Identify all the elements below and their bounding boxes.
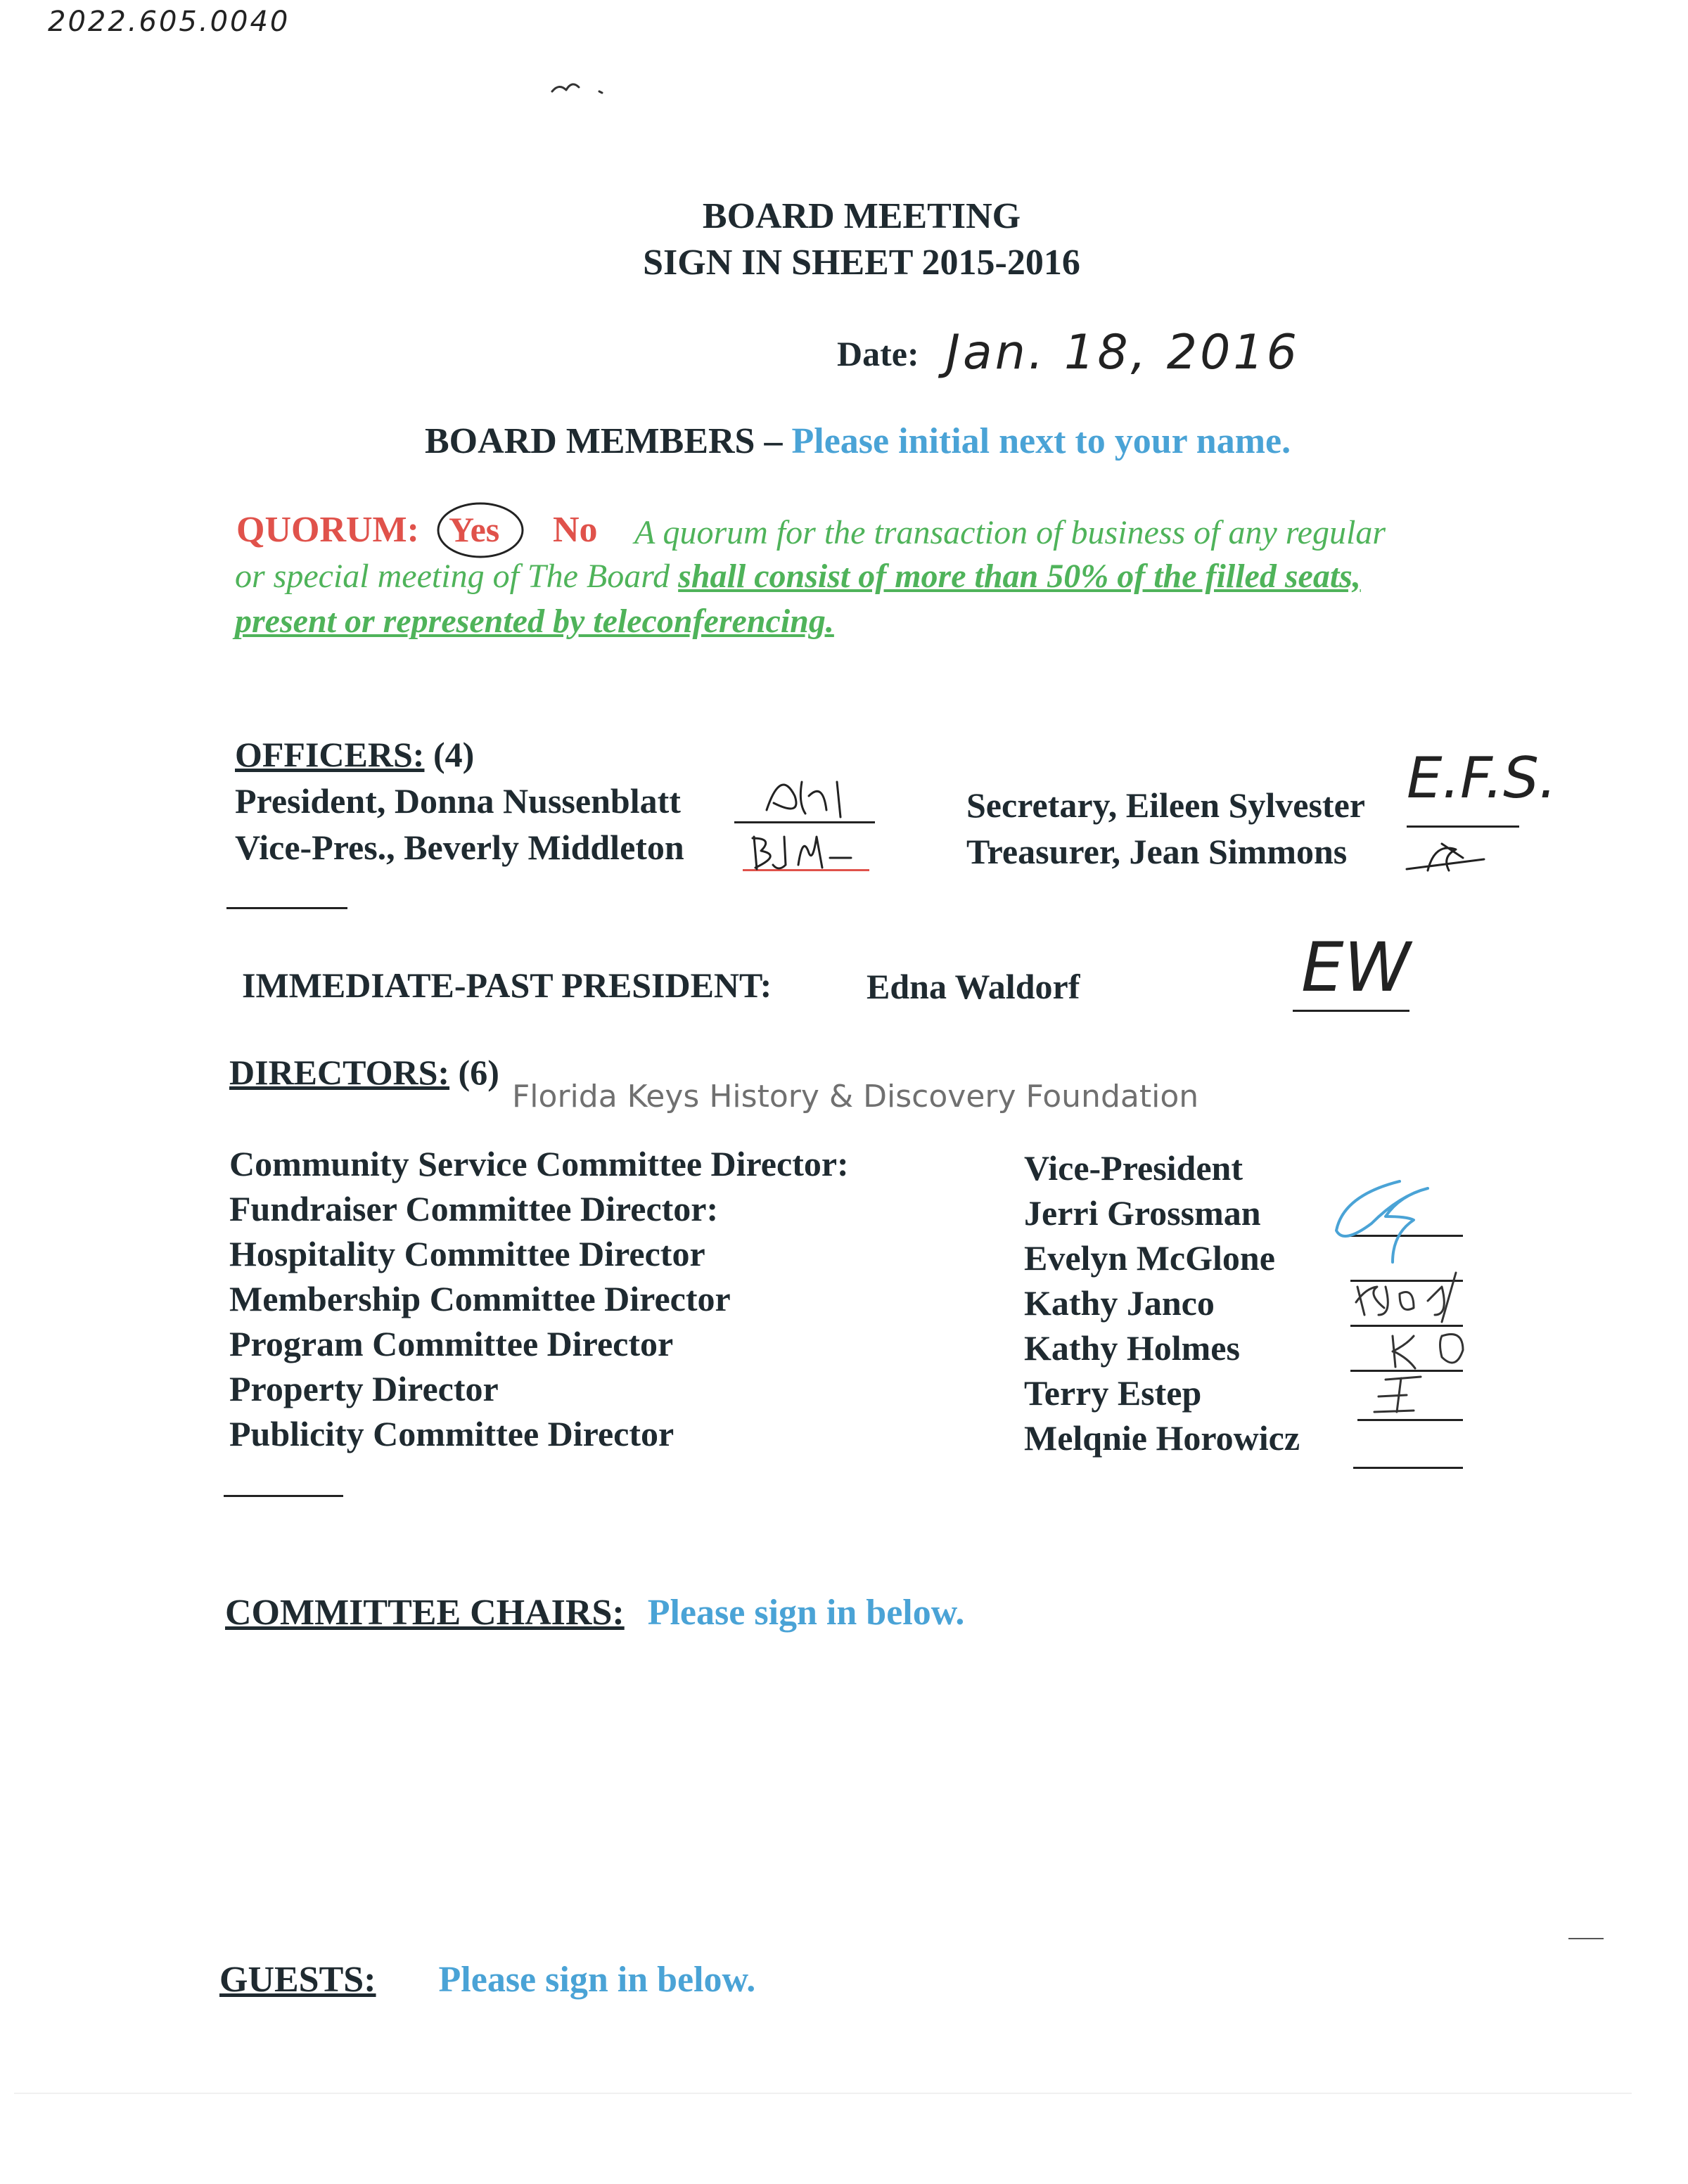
past-president-name: Edna Waldorf xyxy=(867,967,1080,1006)
accession-number: 2022.605.0040 xyxy=(48,6,290,38)
kathy-janco-initials xyxy=(1350,1266,1491,1329)
treasurer-initials xyxy=(1400,830,1498,879)
officers-count: (4) xyxy=(433,735,475,774)
officers-heading xyxy=(235,734,474,775)
board-members-label: BOARD MEMBERS – xyxy=(425,421,783,461)
director-role-1: Fundraiser Committee Director: xyxy=(229,1189,719,1228)
officers-heading-label: OFFICERS: xyxy=(235,735,425,774)
scan-mark xyxy=(1568,1938,1604,1939)
directors-count: (6) xyxy=(458,1053,499,1092)
quorum-text-line2-plain: or special meeting of The Board xyxy=(235,558,670,595)
jerri-grossman-initials xyxy=(1322,1167,1463,1280)
officer-vice-president: Vice-Pres., Beverly Middleton xyxy=(235,828,684,867)
directors-divider xyxy=(224,1495,343,1497)
officers-divider xyxy=(226,907,347,909)
kathy-holmes-initials xyxy=(1379,1322,1491,1378)
director-name-1: Jerri Grossman xyxy=(1024,1193,1261,1233)
vice-president-initials xyxy=(746,830,879,879)
quorum-text-line3: present or represented by teleconferencing. xyxy=(235,603,834,640)
director-name-4: Kathy Holmes xyxy=(1024,1328,1240,1368)
board-members-instruction: Please initial next to your name. xyxy=(791,421,1291,461)
director-role-2: Hospitality Committee Director xyxy=(229,1234,705,1273)
yes-circle xyxy=(435,501,526,561)
quorum-yes: Yes xyxy=(449,510,500,549)
date-label: Date: xyxy=(837,334,919,373)
stray-mark xyxy=(549,76,633,97)
past-president-initials: EW xyxy=(1301,928,1411,1007)
directors-heading-label: DIRECTORS: xyxy=(229,1053,450,1092)
quorum-text-line2-underlined: shall consist of more than 50% of the filled seats, xyxy=(678,558,1361,595)
terry-estep-initials xyxy=(1364,1371,1449,1420)
officer-secretary: Secretary, Eileen Sylvester xyxy=(966,785,1365,825)
watermark: Florida Keys History & Discovery Foundation xyxy=(512,1079,1199,1115)
director-role-0: Community Service Committee Director: xyxy=(229,1144,849,1183)
past-president-sign-line xyxy=(1293,1010,1409,1012)
guests-heading: GUESTS: xyxy=(219,1960,376,2000)
officer-treasurer: Treasurer, Jean Simmons xyxy=(966,832,1348,871)
director-role-6: Publicity Committee Director xyxy=(229,1414,674,1453)
page-subtitle: SIGN IN SHEET 2015-2016 xyxy=(643,243,1080,283)
scan-edge xyxy=(14,2093,1632,2094)
board-members-line xyxy=(425,420,1291,462)
quorum-text-line1: A quorum for the transaction of business of any regular xyxy=(634,514,1386,551)
date-value: Jan. 18, 2016 xyxy=(946,325,1300,380)
president-initials xyxy=(760,768,872,824)
committee-chairs-line xyxy=(225,1592,964,1633)
director-name-2: Evelyn McGlone xyxy=(1024,1238,1275,1278)
director-sign-line-6 xyxy=(1353,1467,1463,1469)
directors-heading xyxy=(229,1052,499,1093)
quorum-text-line2 xyxy=(235,557,1361,596)
quorum-no: No xyxy=(553,510,598,550)
guests-line xyxy=(219,1959,755,2000)
quorum-label: QUORUM: xyxy=(236,510,419,550)
director-name-5: Terry Estep xyxy=(1024,1373,1202,1413)
director-name-3: Kathy Janco xyxy=(1024,1283,1215,1323)
director-role-4: Program Committee Director xyxy=(229,1324,674,1363)
director-role-3: Membership Committee Director xyxy=(229,1279,731,1318)
page-title: BOARD MEETING xyxy=(702,196,1021,236)
director-role-5: Property Director xyxy=(229,1369,499,1408)
secretary-sign-line xyxy=(1407,826,1519,828)
committee-chairs-heading: COMMITTEE CHAIRS: xyxy=(225,1593,625,1633)
officer-president: President, Donna Nussenblatt xyxy=(235,781,681,821)
committee-chairs-instruction: Please sign in below. xyxy=(647,1593,965,1633)
secretary-initials: E.F.S. xyxy=(1407,745,1557,811)
guests-instruction: Please sign in below. xyxy=(438,1960,756,2000)
director-name-0: Vice-President xyxy=(1024,1148,1243,1188)
director-name-6: Melqnie Horowicz xyxy=(1024,1418,1300,1458)
past-president-label: IMMEDIATE-PAST PRESIDENT: xyxy=(242,965,772,1005)
